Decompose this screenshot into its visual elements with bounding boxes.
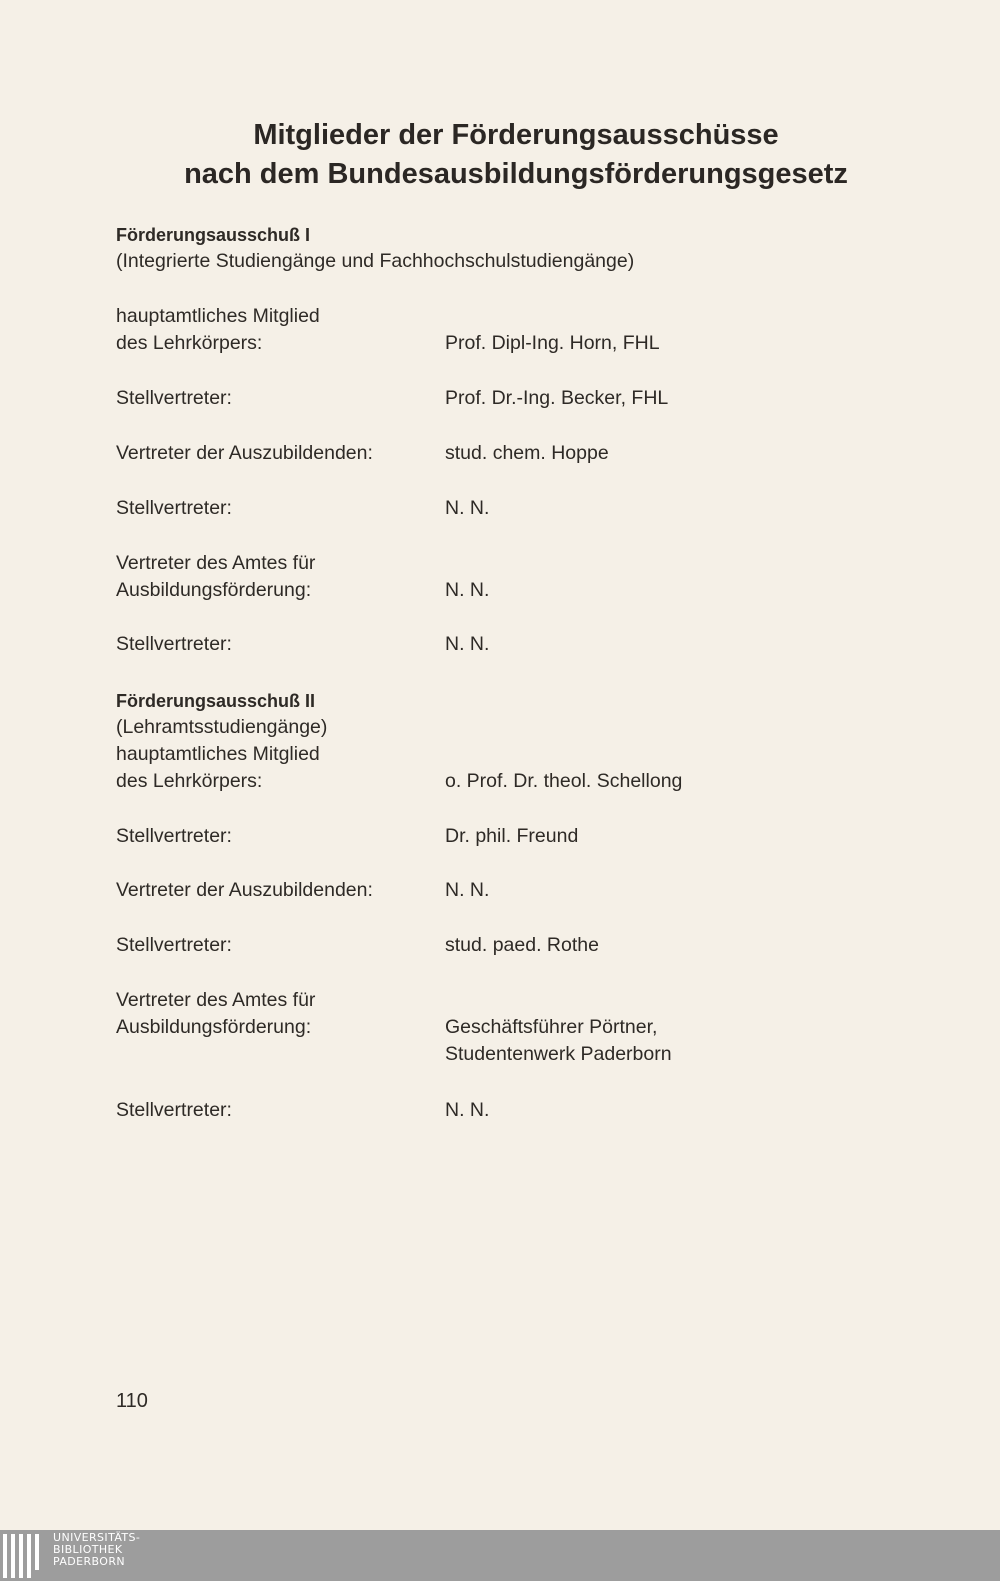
section2-subheading: (Lehramtsstudiengänge) (116, 716, 328, 738)
title-line-2: nach dem Bundesausbildungsförderungsgesetz (184, 158, 848, 190)
logo-line-2: BIBLIOTHEK (53, 1543, 123, 1556)
s1-value-deputy-3: N. N. (445, 633, 490, 655)
s1-label-office-1: Vertreter des Amtes für (116, 552, 316, 574)
library-logo-text (53, 1532, 140, 1568)
s1-label-deputy-3: Stellvertreter: (116, 633, 232, 655)
s1-label-students: Vertreter der Auszubildenden: (116, 442, 373, 464)
page-title (0, 116, 1000, 194)
s1-value-students: stud. chem. Hoppe (445, 442, 609, 464)
s2-label-member-2: des Lehrkörpers: (116, 770, 263, 792)
section2-heading: Förderungsausschuß II (116, 691, 316, 711)
s2-value-office-1: Geschäftsführer Pörtner, (445, 1016, 658, 1038)
s2-label-office-1: Vertreter des Amtes für (116, 989, 316, 1011)
page-number: 110 (116, 1390, 148, 1412)
library-logo-icon (0, 1530, 44, 1581)
s2-value-office-2: Studentenwerk Paderborn (445, 1043, 672, 1065)
s1-value-deputy-1: Prof. Dr.-Ing. Becker, FHL (445, 387, 669, 409)
s1-label-member-2: des Lehrkörpers: (116, 332, 263, 354)
logo-line-3: PADERBORN (53, 1555, 126, 1568)
section1-subheading: (Integrierte Studiengänge und Fachhochschulstudiengänge) (116, 250, 635, 272)
s2-label-students: Vertreter der Auszubildenden: (116, 879, 373, 901)
s2-label-deputy-1: Stellvertreter: (116, 825, 232, 847)
s1-value-office: N. N. (445, 579, 490, 601)
s1-label-deputy-1: Stellvertreter: (116, 387, 232, 409)
s2-value-member: o. Prof. Dr. theol. Schellong (445, 770, 683, 792)
s2-label-deputy-3: Stellvertreter: (116, 1099, 232, 1121)
s1-label-member-1: hauptamtliches Mitglied (116, 305, 320, 327)
s2-value-deputy-1: Dr. phil. Freund (445, 825, 579, 847)
s2-label-member-1: hauptamtliches Mitglied (116, 743, 320, 765)
s1-value-deputy-2: N. N. (445, 497, 490, 519)
s1-label-deputy-2: Stellvertreter: (116, 497, 232, 519)
section1-heading: Förderungsausschuß I (116, 225, 311, 245)
logo-line-1: UNIVERSITÄTS- (53, 1531, 141, 1544)
title-line-1: Mitglieder der Förderungsausschüsse (253, 119, 779, 151)
library-footer-bar (0, 1530, 1000, 1581)
s2-label-office-2: Ausbildungsförderung: (116, 1016, 312, 1038)
s2-label-deputy-2: Stellvertreter: (116, 934, 232, 956)
s2-value-deputy-2: stud. paed. Rothe (445, 934, 599, 956)
s2-value-deputy-3: N. N. (445, 1099, 490, 1121)
s2-value-students: N. N. (445, 879, 490, 901)
s1-label-office-2: Ausbildungsförderung: (116, 579, 312, 601)
s1-value-member: Prof. Dipl-Ing. Horn, FHL (445, 332, 660, 354)
